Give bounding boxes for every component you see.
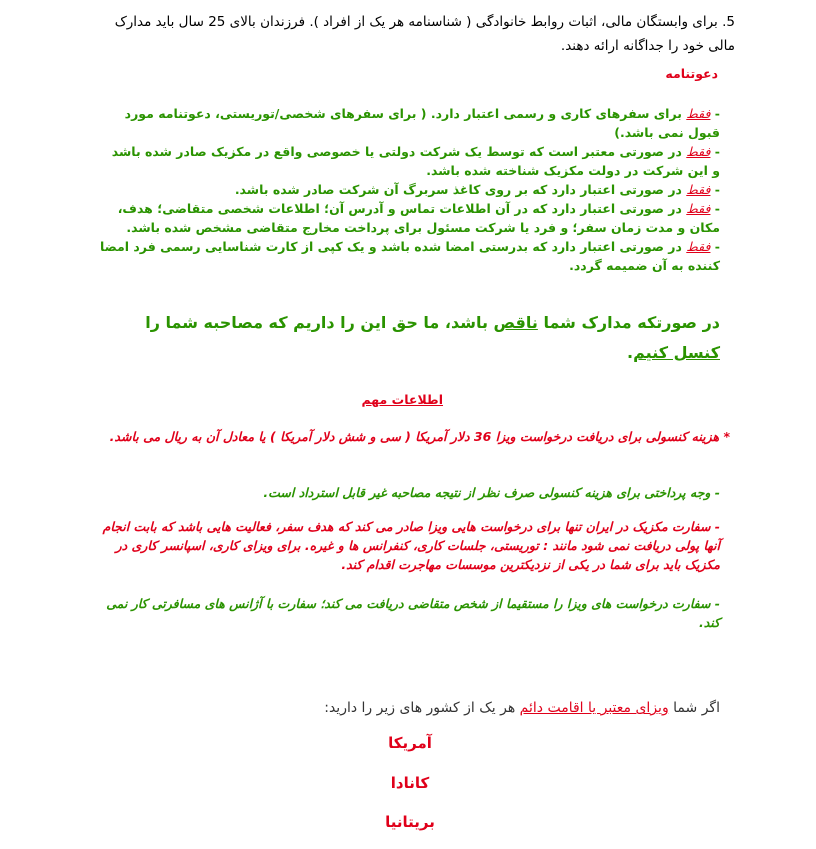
embassy-visa-note: - سفارت مکزیک در ایران تنها برای درخواست هایی ویزا صادر می کند که هدف سفر، فعالیت هایی باشد که بابت انجام آنها پولی دریافت نمی شود مانند : توریستی، جلسات کاری، کنفرانس ها و غیره. برای ویزای کاری، اسپانسر کاری در مکزیک باید برای شما در یکی از نزدیکترین موسسات مهاجرت اقدام کند. xyxy=(102,519,720,572)
valid-visa-link[interactable]: ویزای معتبر یا اقامت دائم xyxy=(519,700,669,716)
financial-dependents-paragraph: 5. برای وابستگان مالی، اثبات روابط خانوادگی ( شناسنامه هر یک از افراد ). فرزندان بالای 25 سال باید مدارک مالی خود را جداگانه ارائه دهند. xyxy=(114,14,735,54)
country-canada: کانادا xyxy=(390,774,430,792)
consular-fee-note: * هزینه کنسولی برای دریافت درخواست ویزا 36 دلار آمریکا ( سی و شش دلار آمریکا ) یا معادل آن به ریال می باشد. xyxy=(109,429,730,444)
invitation-rule-4: - فقط در صورتی اعتبار دارد که در آن اطلاعات تماس و آدرس آن؛ اطلاعات شخصی متقاضی؛ هدف، مکان و مدت زمان سفر؛ و فرد یا شرکت مسئول برای پرداخت مخارج متقاضی مشخص شده باشد. xyxy=(117,201,720,235)
invitation-rule-2: - فقط در صورتی معتبر است که توسط یک شرکت دولتی یا خصوصی واقع در مکزیک صادر شده باشد و این شرکت در دولت مکزیک شناخته شده باشد. xyxy=(111,144,720,178)
invitation-rules-list xyxy=(100,104,720,275)
country-usa: آمریکا xyxy=(388,734,432,752)
only-keyword: فقط xyxy=(686,144,711,159)
country-uk: بریتانیا xyxy=(385,813,435,831)
direct-application-note: - سفارت درخواست های ویزا را مستقیما از شخص متقاضی دریافت می کند؛ سفارت با آژانس های مسافرتی کار نمی کند. xyxy=(106,596,720,630)
invitation-heading: دعوتنامه xyxy=(665,66,718,81)
valid-visa-question: اگر شما ویزای معتبر یا اقامت دائم هر یک از کشور های زیر را دارید: xyxy=(324,700,720,716)
cancel-phrase: کنسل کنیم xyxy=(633,343,720,362)
only-keyword: فقط xyxy=(686,201,711,216)
incomplete-word: ناقص xyxy=(493,313,538,332)
only-keyword: فقط xyxy=(686,182,711,197)
important-info-heading: اطلاعات مهم xyxy=(361,392,443,407)
non-refundable-note: - وجه پرداختی برای هزینه کنسولی صرف نظر از نتیجه مصاحبه غیر قابل استرداد است. xyxy=(263,485,720,500)
invitation-rule-1: - فقط برای سفرهای کاری و رسمی اعتبار دارد. ( برای سفرهای شخصی/توریستی، دعوتنامه مورد قبول نمی باشد.) xyxy=(124,106,720,140)
only-keyword: فقط xyxy=(686,106,711,121)
only-keyword: فقط xyxy=(686,239,711,254)
invitation-rule-5: - فقط در صورتی اعتبار دارد که بدرستی امضا شده باشد و یک کپی از کارت شناسایی رسمی فرد امضا کننده به آن ضمیمه گردد. xyxy=(100,239,720,273)
incomplete-documents-warning: در صورتکه مدارک شما ناقص باشد، ما حق این را داریم که مصاحبه شما را کنسل کنیم. xyxy=(145,313,720,362)
invitation-rule-3: - فقط در صورتی اعتبار دارد که بر روی کاغذ سربرگ آن شرکت صادر شده باشد. xyxy=(234,182,720,197)
